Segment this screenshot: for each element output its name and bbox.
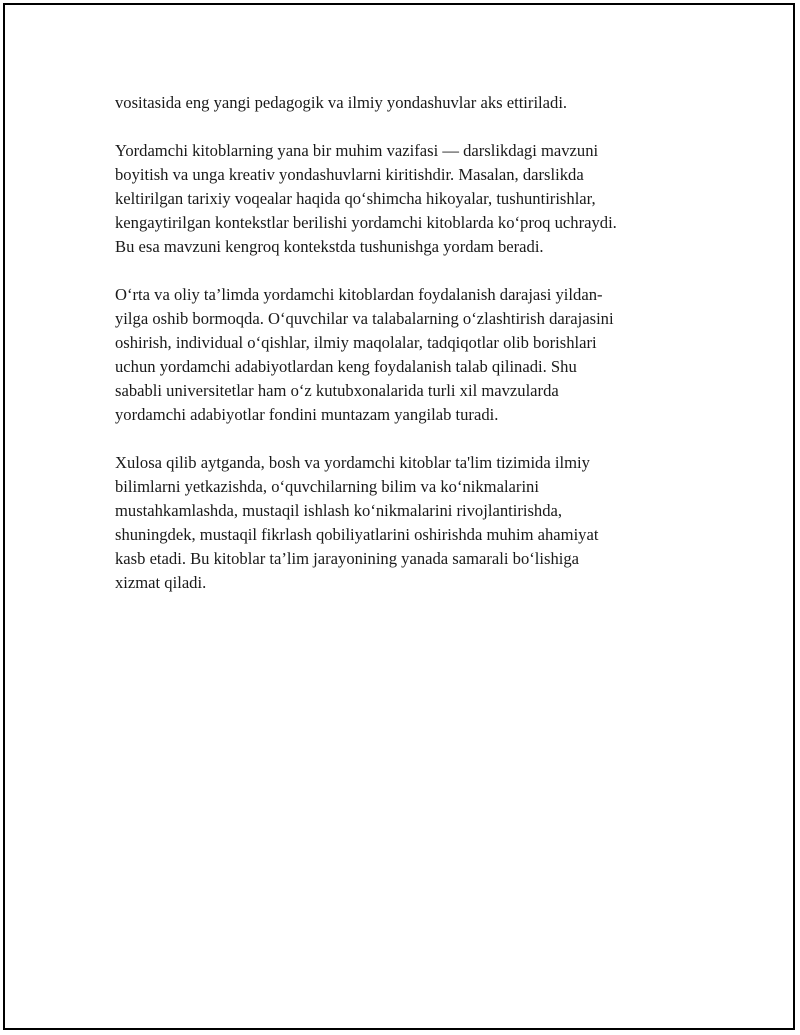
text-line: vositasida eng yangi pedagogik va ilmiy yondashuvlar aks ettiriladi.: [115, 93, 568, 112]
paragraph-4: [115, 451, 680, 595]
text-line: sababli universitetlar ham o‘z kutubxonalarida turli xil mavzularda: [115, 381, 559, 400]
text-line: yordamchi adabiyotlar fondini muntazam yangilab turadi.: [115, 405, 499, 424]
text-line: uchun yordamchi adabiyotlardan keng foydalanish talab qilinadi. Shu: [115, 357, 577, 376]
paragraph-3: [115, 283, 680, 427]
text-line: Yordamchi kitoblarning yana bir muhim vazifasi — darslikdagi mavzuni: [115, 141, 599, 160]
paragraph-2: [115, 139, 680, 259]
text-line: yilga oshib bormoqda. O‘quvchilar va talabalarning o‘zlashtirish darajasini: [115, 309, 614, 328]
text-line: bilimlarni yetkazishda, o‘quvchilarning bilim va ko‘nikmalarini: [115, 477, 539, 496]
text-line: mustahkamlashda, mustaqil ishlash ko‘nikmalarini rivojlantirishda,: [115, 501, 563, 520]
text-line: shuningdek, mustaqil fikrlash qobiliyatlarini oshirishda muhim ahamiyat: [115, 525, 599, 544]
document-body: [115, 91, 680, 619]
text-line: O‘rta va oliy ta’limda yordamchi kitoblardan foydalanish darajasi yildan-: [115, 285, 603, 304]
text-line: keltirilgan tarixiy voqealar haqida qo‘shimcha hikoyalar, tushuntirishlar,: [115, 189, 596, 208]
text-line: xizmat qiladi.: [115, 573, 207, 592]
text-line: boyitish va unga kreativ yondashuvlarni kiritishdir. Masalan, darslikda: [115, 165, 584, 184]
text-line: oshirish, individual o‘qishlar, ilmiy maqolalar, tadqiqotlar olib borishlari: [115, 333, 597, 352]
text-line: Xulosa qilib aytganda, bosh va yordamchi kitoblar ta'lim tizimida ilmiy: [115, 453, 590, 472]
text-line: kengaytirilgan kontekstlar berilishi yordamchi kitoblarda ko‘proq uchraydi.: [115, 213, 617, 232]
text-line: kasb etadi. Bu kitoblar ta’lim jarayonining yanada samarali bo‘lishiga: [115, 549, 580, 568]
paragraph-1: [115, 91, 680, 115]
text-line: Bu esa mavzuni kengroq kontekstda tushunishga yordam beradi.: [115, 237, 544, 256]
